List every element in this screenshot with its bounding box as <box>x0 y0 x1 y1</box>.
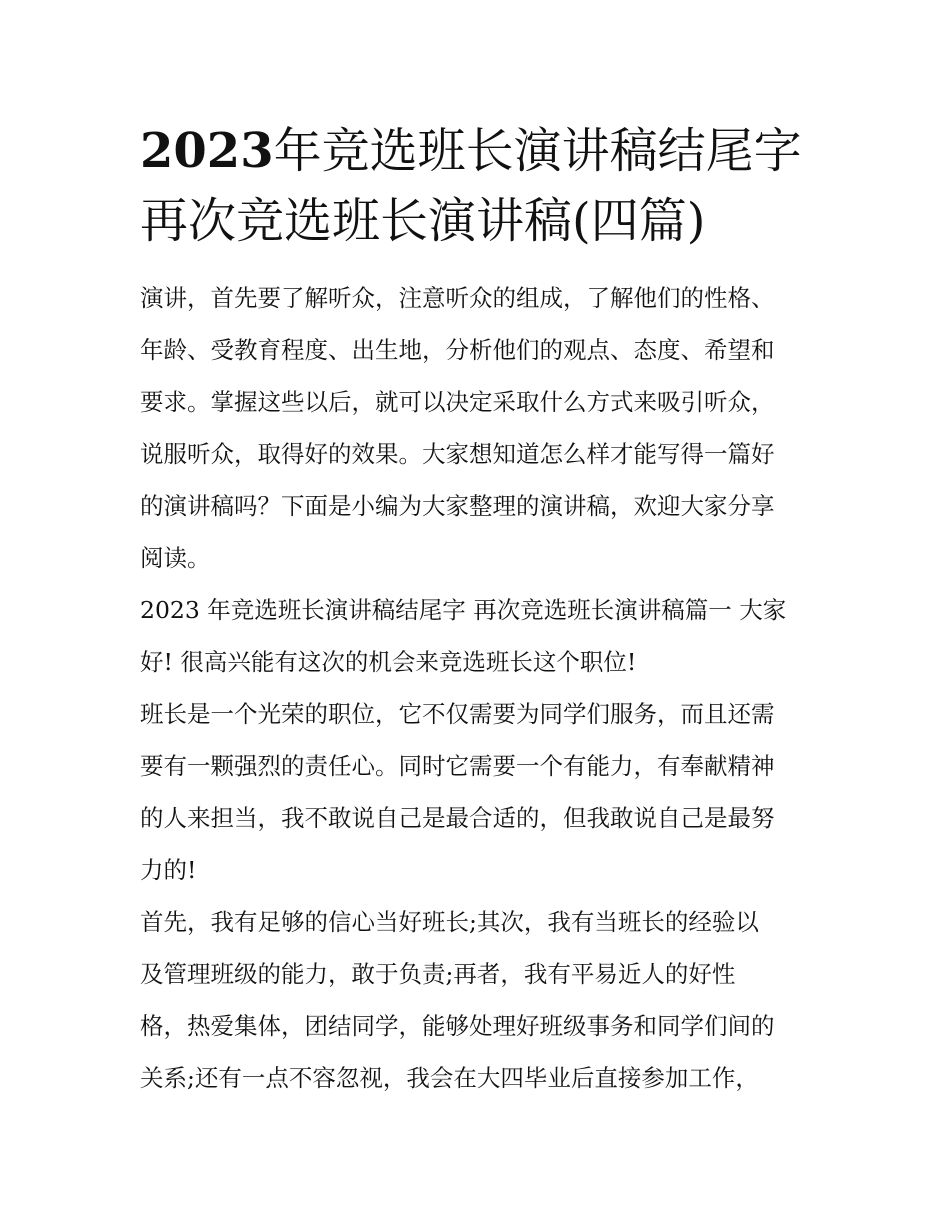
paragraph-line: 要求。掌握这些以后，就可以决定采取什么方式来吸引听众， <box>140 388 775 416</box>
paragraph-line: 说服听众，取得好的效果。大家想知道怎么样才能写得一篇好 <box>140 440 775 468</box>
paragraph-line: 班长是一个光荣的职位，它不仅需要为同学们服务，而且还需 <box>140 700 775 728</box>
title-line-2: 再次竞选班长演讲稿(四篇) <box>140 193 706 249</box>
paragraph <box>140 584 812 688</box>
paragraph <box>140 688 812 896</box>
paragraph-line: 格，热爱集体，团结同学，能够处理好班级事务和同学们间的 <box>140 1012 775 1040</box>
document-content <box>140 116 812 1104</box>
paragraph-line: 的演讲稿吗？下面是小编为大家整理的演讲稿，欢迎大家分享 <box>140 492 775 520</box>
title-line-1 <box>140 116 812 186</box>
title-line-1-text: 年竞选班长演讲稿结尾字 <box>273 123 802 179</box>
paragraph-line: 要有一颗强烈的责任心。同时它需要一个有能力，有奉献精神 <box>140 752 775 780</box>
paragraph <box>140 272 812 584</box>
paragraph-line: 演讲，首先要了解听众，注意听众的组成，了解他们的性格、 <box>140 284 775 312</box>
paragraph-line: 阅读。 <box>140 544 211 572</box>
document-title <box>140 116 812 256</box>
paragraph <box>140 896 812 1104</box>
paragraph-line: 的人来担当，我不敢说自己是最合适的，但我敢说自己是最努 <box>140 804 775 832</box>
paragraph-line: 力的! <box>140 856 197 884</box>
paragraph-line: 及管理班级的能力，敢于负责;再者，我有平易近人的好性 <box>140 960 736 988</box>
paragraph-line: 关系;还有一点不容忽视，我会在大四毕业后直接参加工作， <box>140 1064 759 1092</box>
paragraph-line: 2023 年竞选班长演讲稿结尾字 再次竞选班长演讲稿篇一 大家 <box>140 596 787 624</box>
paragraph-line: 首先，我有足够的信心当好班长;其次，我有当班长的经验以 <box>140 908 759 936</box>
paragraph-line: 好! 很高兴能有这次的机会来竞选班长这个职位! <box>140 648 637 676</box>
paragraph-line: 年龄、受教育程度、出生地，分析他们的观点、态度、希望和 <box>140 336 775 364</box>
title-year: 2023 <box>140 123 274 179</box>
document-body <box>140 272 812 1104</box>
